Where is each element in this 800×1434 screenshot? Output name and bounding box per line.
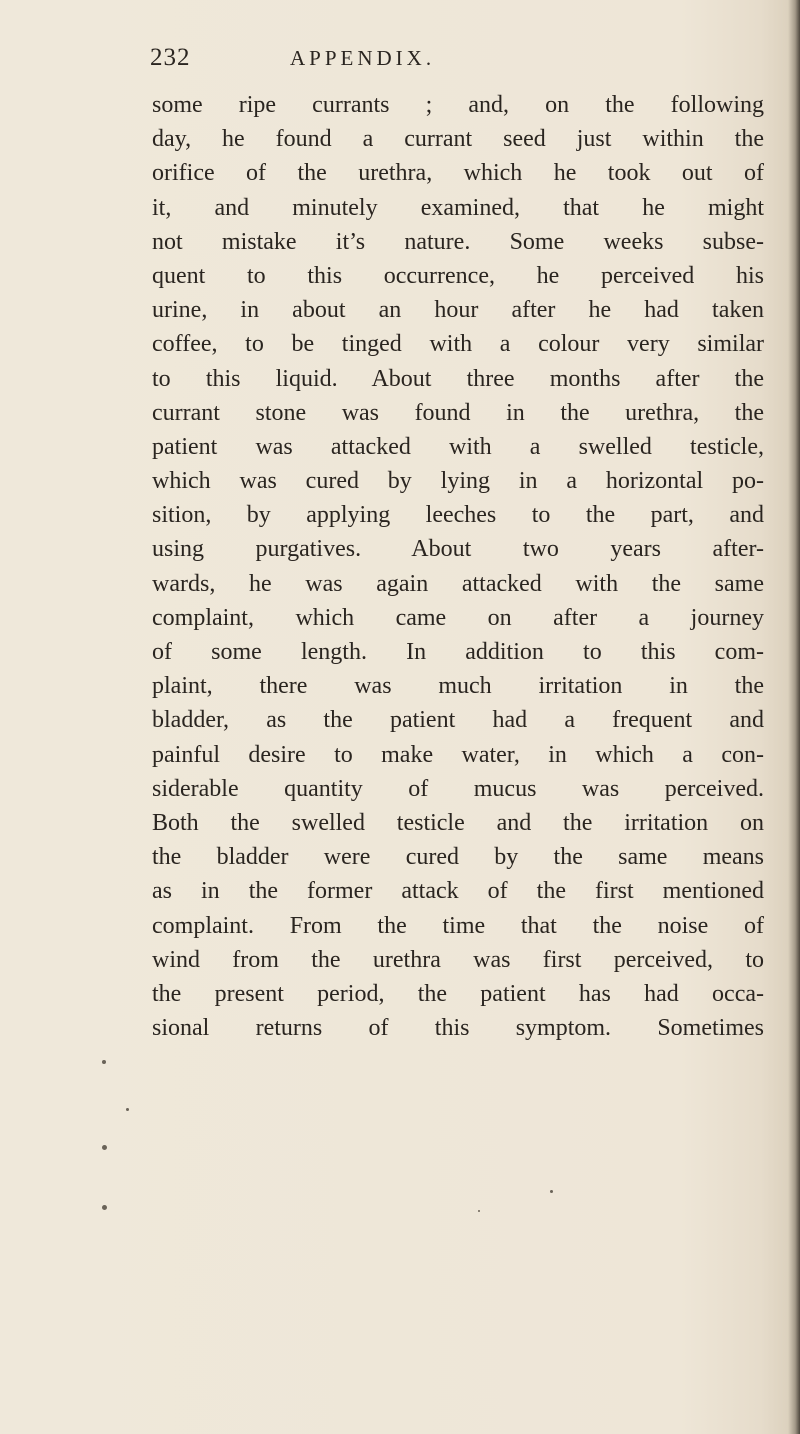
text-line: coffee, to be tinged with a colour very similar [152, 331, 764, 358]
paper-speck [126, 1108, 129, 1111]
text-line: orifice of the urethra, which he took out of [152, 160, 764, 187]
paper-speck [102, 1145, 107, 1150]
text-line: sition, by applying leeches to the part, and [152, 502, 764, 529]
text-line: wind from the urethra was first perceived, to [152, 946, 764, 973]
text-line: complaint. From the time that the noise of [152, 912, 764, 939]
text-line: wards, he was again attacked with the same [152, 570, 764, 597]
text-line: complaint, which came on after a journey [152, 604, 764, 631]
paper-speck [550, 1190, 553, 1193]
text-line: painful desire to make water, in which a con- [152, 741, 764, 768]
text-line: as in the former attack of the first mentioned [152, 878, 764, 905]
text-line: patient was attacked with a swelled testicle, [152, 433, 764, 460]
text-line: quent to this occurrence, he perceived his [152, 262, 764, 289]
text-line: day, he found a currant seed just within the [152, 126, 764, 153]
text-line: which was cured by lying in a horizontal po- [152, 468, 764, 495]
text-line: of some length. In addition to this com- [152, 639, 764, 665]
text-line: using purgatives. About two years after- [152, 536, 764, 563]
text-line: Both the swelled testicle and the irritation on [152, 809, 764, 836]
page-header [150, 44, 750, 84]
text-line: currant stone was found in the urethra, the [152, 399, 764, 426]
text-line: siderable quantity of mucus was perceived. [152, 775, 764, 802]
body-text [152, 88, 772, 1045]
paper-speck [478, 1210, 480, 1212]
paper-speck [102, 1205, 107, 1210]
text-line: the bladder were cured by the same means [152, 844, 764, 871]
text-line: some ripe currants ; and, on the following [152, 92, 764, 118]
text-line: the present period, the patient has had occa- [152, 980, 764, 1007]
text-line: sional returns of this symptom. Sometimes [152, 1015, 764, 1042]
paper-speck [102, 1060, 106, 1064]
text-line: plaint, there was much irritation in the [152, 673, 764, 700]
text-line: urine, in about an hour after he had taken [152, 297, 764, 324]
text-line: to this liquid. About three months after the [152, 365, 764, 392]
page-edge-shadow [788, 0, 800, 1434]
text-line: it, and minutely examined, that he might [152, 194, 764, 221]
running-head: APPENDIX. [290, 46, 436, 70]
page-number: 232 [150, 44, 191, 71]
text-line: not mistake it’s nature. Some weeks subse- [152, 228, 764, 255]
text-line: bladder, as the patient had a frequent and [152, 707, 764, 734]
